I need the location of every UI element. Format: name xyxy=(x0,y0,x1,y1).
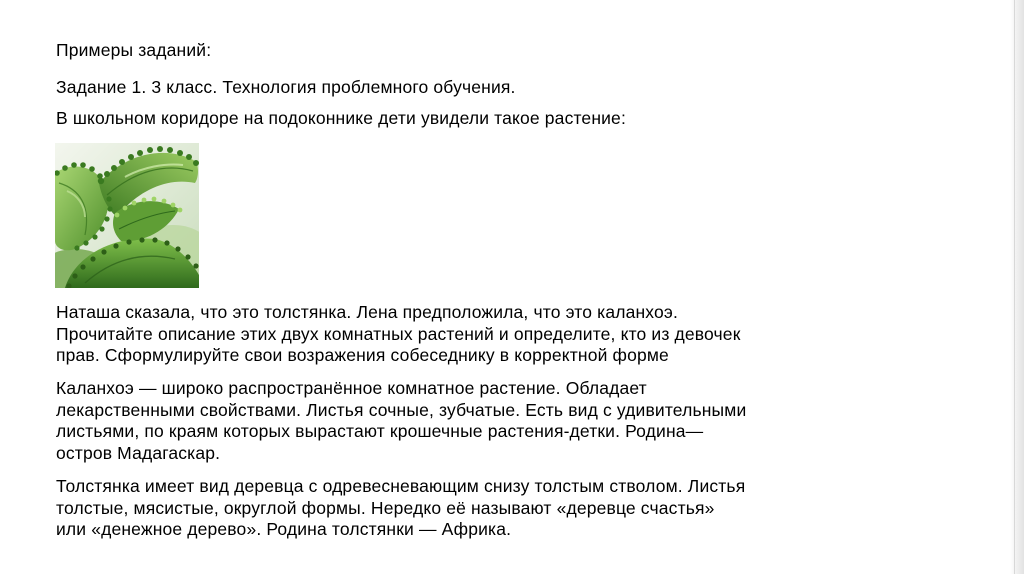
question-line: Наташа сказала, что это толстянка. Лена предположила, что это каланхоэ. xyxy=(56,302,678,322)
kalanchoe-line: Каланхоэ — широко распространённое комнатное растение. Обладает xyxy=(56,378,647,398)
kalanchoe-description xyxy=(56,378,746,464)
slide-edge-shadow xyxy=(1010,0,1024,574)
slide-heading: Примеры заданий: xyxy=(56,40,212,60)
crassula-line: Толстянка имеет вид деревца с одревесневающим снизу толстым стволом. Листья xyxy=(56,476,746,496)
question-paragraph xyxy=(56,302,741,367)
kalanchoe-plant-photo xyxy=(55,143,199,288)
kalanchoe-line: лекарственными свойствами. Листья сочные, зубчатые. Есть вид с удивительными xyxy=(56,399,747,420)
kalanchoe-line: остров Мадагаскар. xyxy=(56,442,221,463)
question-line: Прочитайте описание этих двух комнатных растений и определите, кто из девочек xyxy=(56,323,741,344)
crassula-line: толстые, мясистые, округлой формы. Нередко её называют «деревце счастья» xyxy=(56,497,715,518)
question-line: прав. Сформулируйте свои возражения собеседнику в корректной форме xyxy=(56,345,669,365)
crassula-description xyxy=(56,476,745,541)
crassula-line: или «денежное дерево». Родина толстянки — Африка. xyxy=(56,519,512,539)
task-intro: В школьном коридоре на подоконнике дети увидели такое растение: xyxy=(56,108,626,128)
kalanchoe-line: листьями, по краям которых вырастают крошечные растения-детки. Родина— xyxy=(56,421,704,441)
task-title: Задание 1. 3 класс. Технология проблемного обучения. xyxy=(56,77,516,97)
